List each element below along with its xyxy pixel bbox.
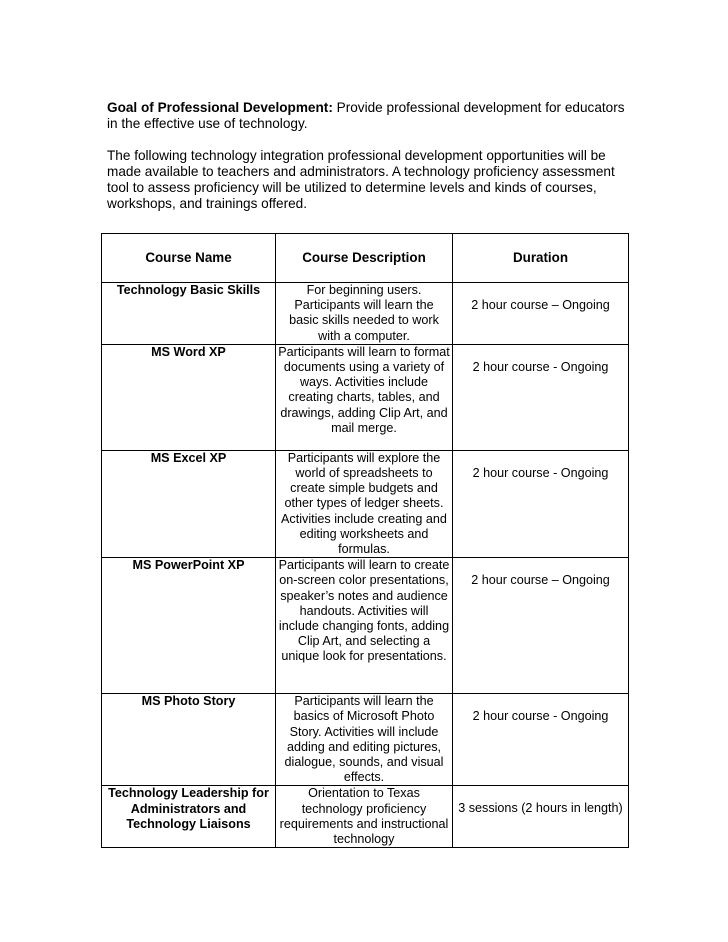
header-course-description: Course Description: [276, 234, 453, 283]
course-description-cell: Participants will explore the world of spreadsheets to create simple budgets and other types of ledger sheets. Activities include creating and editing worksheets and formulas.: [276, 450, 453, 557]
table-row: [102, 344, 629, 450]
course-name-cell: Technology Basic Skills: [102, 283, 276, 345]
header-duration: Duration: [453, 234, 629, 283]
course-duration-cell: 2 hour course - Ongoing: [453, 694, 629, 786]
table-row: [102, 283, 629, 345]
course-description-cell: Participants will learn to format documents using a variety of ways. Activities include creating charts, tables, and drawings, adding Clip Art, and mail merge.: [276, 344, 453, 450]
table-row: [102, 558, 629, 694]
table-header-row: [102, 234, 629, 283]
course-duration-cell: 2 hour course - Ongoing: [453, 344, 629, 450]
header-course-name: Course Name: [102, 234, 276, 283]
course-description-cell: Participants will learn to create on-screen color presentations, speaker’s notes and audience handouts. Activities will include changing fonts, adding Clip Art, and selecting a unique look for presentations.: [276, 558, 453, 694]
course-duration-cell: 2 hour course – Ongoing: [453, 283, 629, 345]
course-name-cell: MS PowerPoint XP: [102, 558, 276, 694]
course-name-cell: MS Word XP: [102, 344, 276, 450]
course-table: [101, 233, 629, 848]
goal-text: Provide professional development for educators in the effective use of technology.: [107, 100, 625, 131]
goal-heading: Goal of Professional Development:: [107, 100, 333, 115]
course-description-cell: For beginning users. Participants will learn the basic skills needed to work with a computer.: [276, 283, 453, 345]
course-duration-cell: 2 hour course – Ongoing: [453, 558, 629, 694]
table-row: [102, 786, 629, 848]
course-duration-cell: 3 sessions (2 hours in length): [453, 786, 629, 848]
course-description-cell: Orientation to Texas technology proficiency requirements and instructional technology: [276, 786, 453, 848]
course-duration-cell: 2 hour course - Ongoing: [453, 450, 629, 557]
intro-section: [107, 100, 627, 212]
table-row: [102, 450, 629, 557]
table-row: [102, 694, 629, 786]
course-description-cell: Participants will learn the basics of Microsoft Photo Story. Activities will include adding and editing pictures, dialogue, sounds, and visual effects.: [276, 694, 453, 786]
course-name-cell: Technology Leadership for Administrators and Technology Liaisons: [102, 786, 276, 848]
intro-paragraph: The following technology integration professional development opportunities will be made available to teachers and administrators. A technology proficiency assessment tool to assess proficiency will be utilized to determine levels and kinds of courses, workshops, and trainings offered.: [107, 148, 615, 211]
goal-paragraph: [107, 100, 627, 132]
course-name-cell: MS Photo Story: [102, 694, 276, 786]
course-name-cell: MS Excel XP: [102, 450, 276, 557]
